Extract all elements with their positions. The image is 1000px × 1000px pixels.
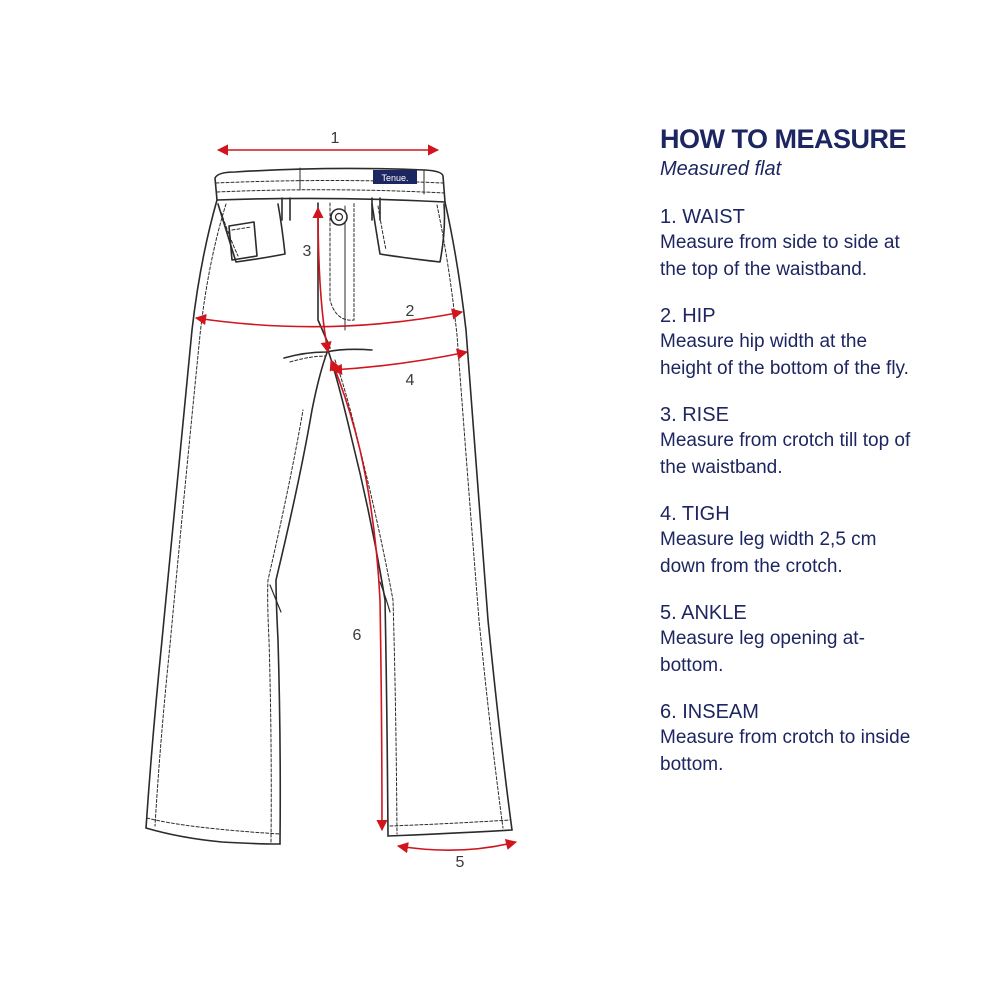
guide-title: HOW TO MEASURE — [660, 124, 907, 154]
left-leg-outer — [146, 200, 217, 828]
step-heading: 5. ANKLE — [660, 602, 747, 624]
step-text: Measure leg width 2,5 cm down from the crotch. — [660, 529, 877, 577]
inseam-arrow — [331, 360, 382, 830]
right-leg-outer — [445, 202, 512, 830]
waist-button — [331, 209, 347, 225]
step-hip — [660, 303, 915, 382]
marker-3-label: 3 — [302, 243, 312, 260]
step-heading: 1. WAIST — [660, 206, 745, 228]
step-text: Measure from crotch till top of the waistband. — [660, 430, 911, 478]
step-text: Measure from side to side at the top of the waistband. — [660, 232, 900, 280]
step-heading: 6. INSEAM — [660, 701, 759, 723]
marker-4-label: 4 — [405, 372, 415, 389]
marker-2-label: 2 — [405, 303, 415, 320]
belt-loop — [282, 198, 290, 220]
measurement-arrows — [196, 150, 516, 850]
step-text: Measure hip width at the height of the bottom of the fly. — [660, 331, 909, 379]
step-waist — [660, 204, 915, 283]
step-rise — [660, 402, 915, 481]
brand-tag — [373, 170, 417, 184]
jeans-outline — [146, 168, 512, 844]
ankle-arrow — [398, 842, 516, 850]
marker-5-label: 5 — [455, 854, 465, 871]
left-leg-hem — [146, 828, 280, 844]
step-heading: 4. TIGH — [660, 503, 730, 525]
marker-1-label: 1 — [330, 130, 340, 147]
guide-subtitle: Measured flat — [660, 158, 782, 180]
measure-guide — [660, 122, 990, 798]
measurement-labels — [303, 130, 465, 871]
step-thigh — [660, 501, 915, 580]
step-heading: 2. HIP — [660, 305, 716, 327]
right-leg-hem — [388, 830, 512, 836]
step-inseam — [660, 699, 915, 778]
step-heading: 3. RISE — [660, 404, 729, 426]
left-leg-inner — [276, 350, 328, 844]
step-text: Measure leg opening at-bottom. — [660, 628, 865, 676]
step-ankle — [660, 600, 915, 679]
marker-6-label: 6 — [352, 627, 362, 644]
brand-tag-label: Tenue. — [381, 173, 409, 183]
thigh-arrow — [332, 352, 467, 370]
step-text: Measure from crotch to inside bottom. — [660, 727, 911, 775]
hip-arrow — [196, 312, 462, 327]
